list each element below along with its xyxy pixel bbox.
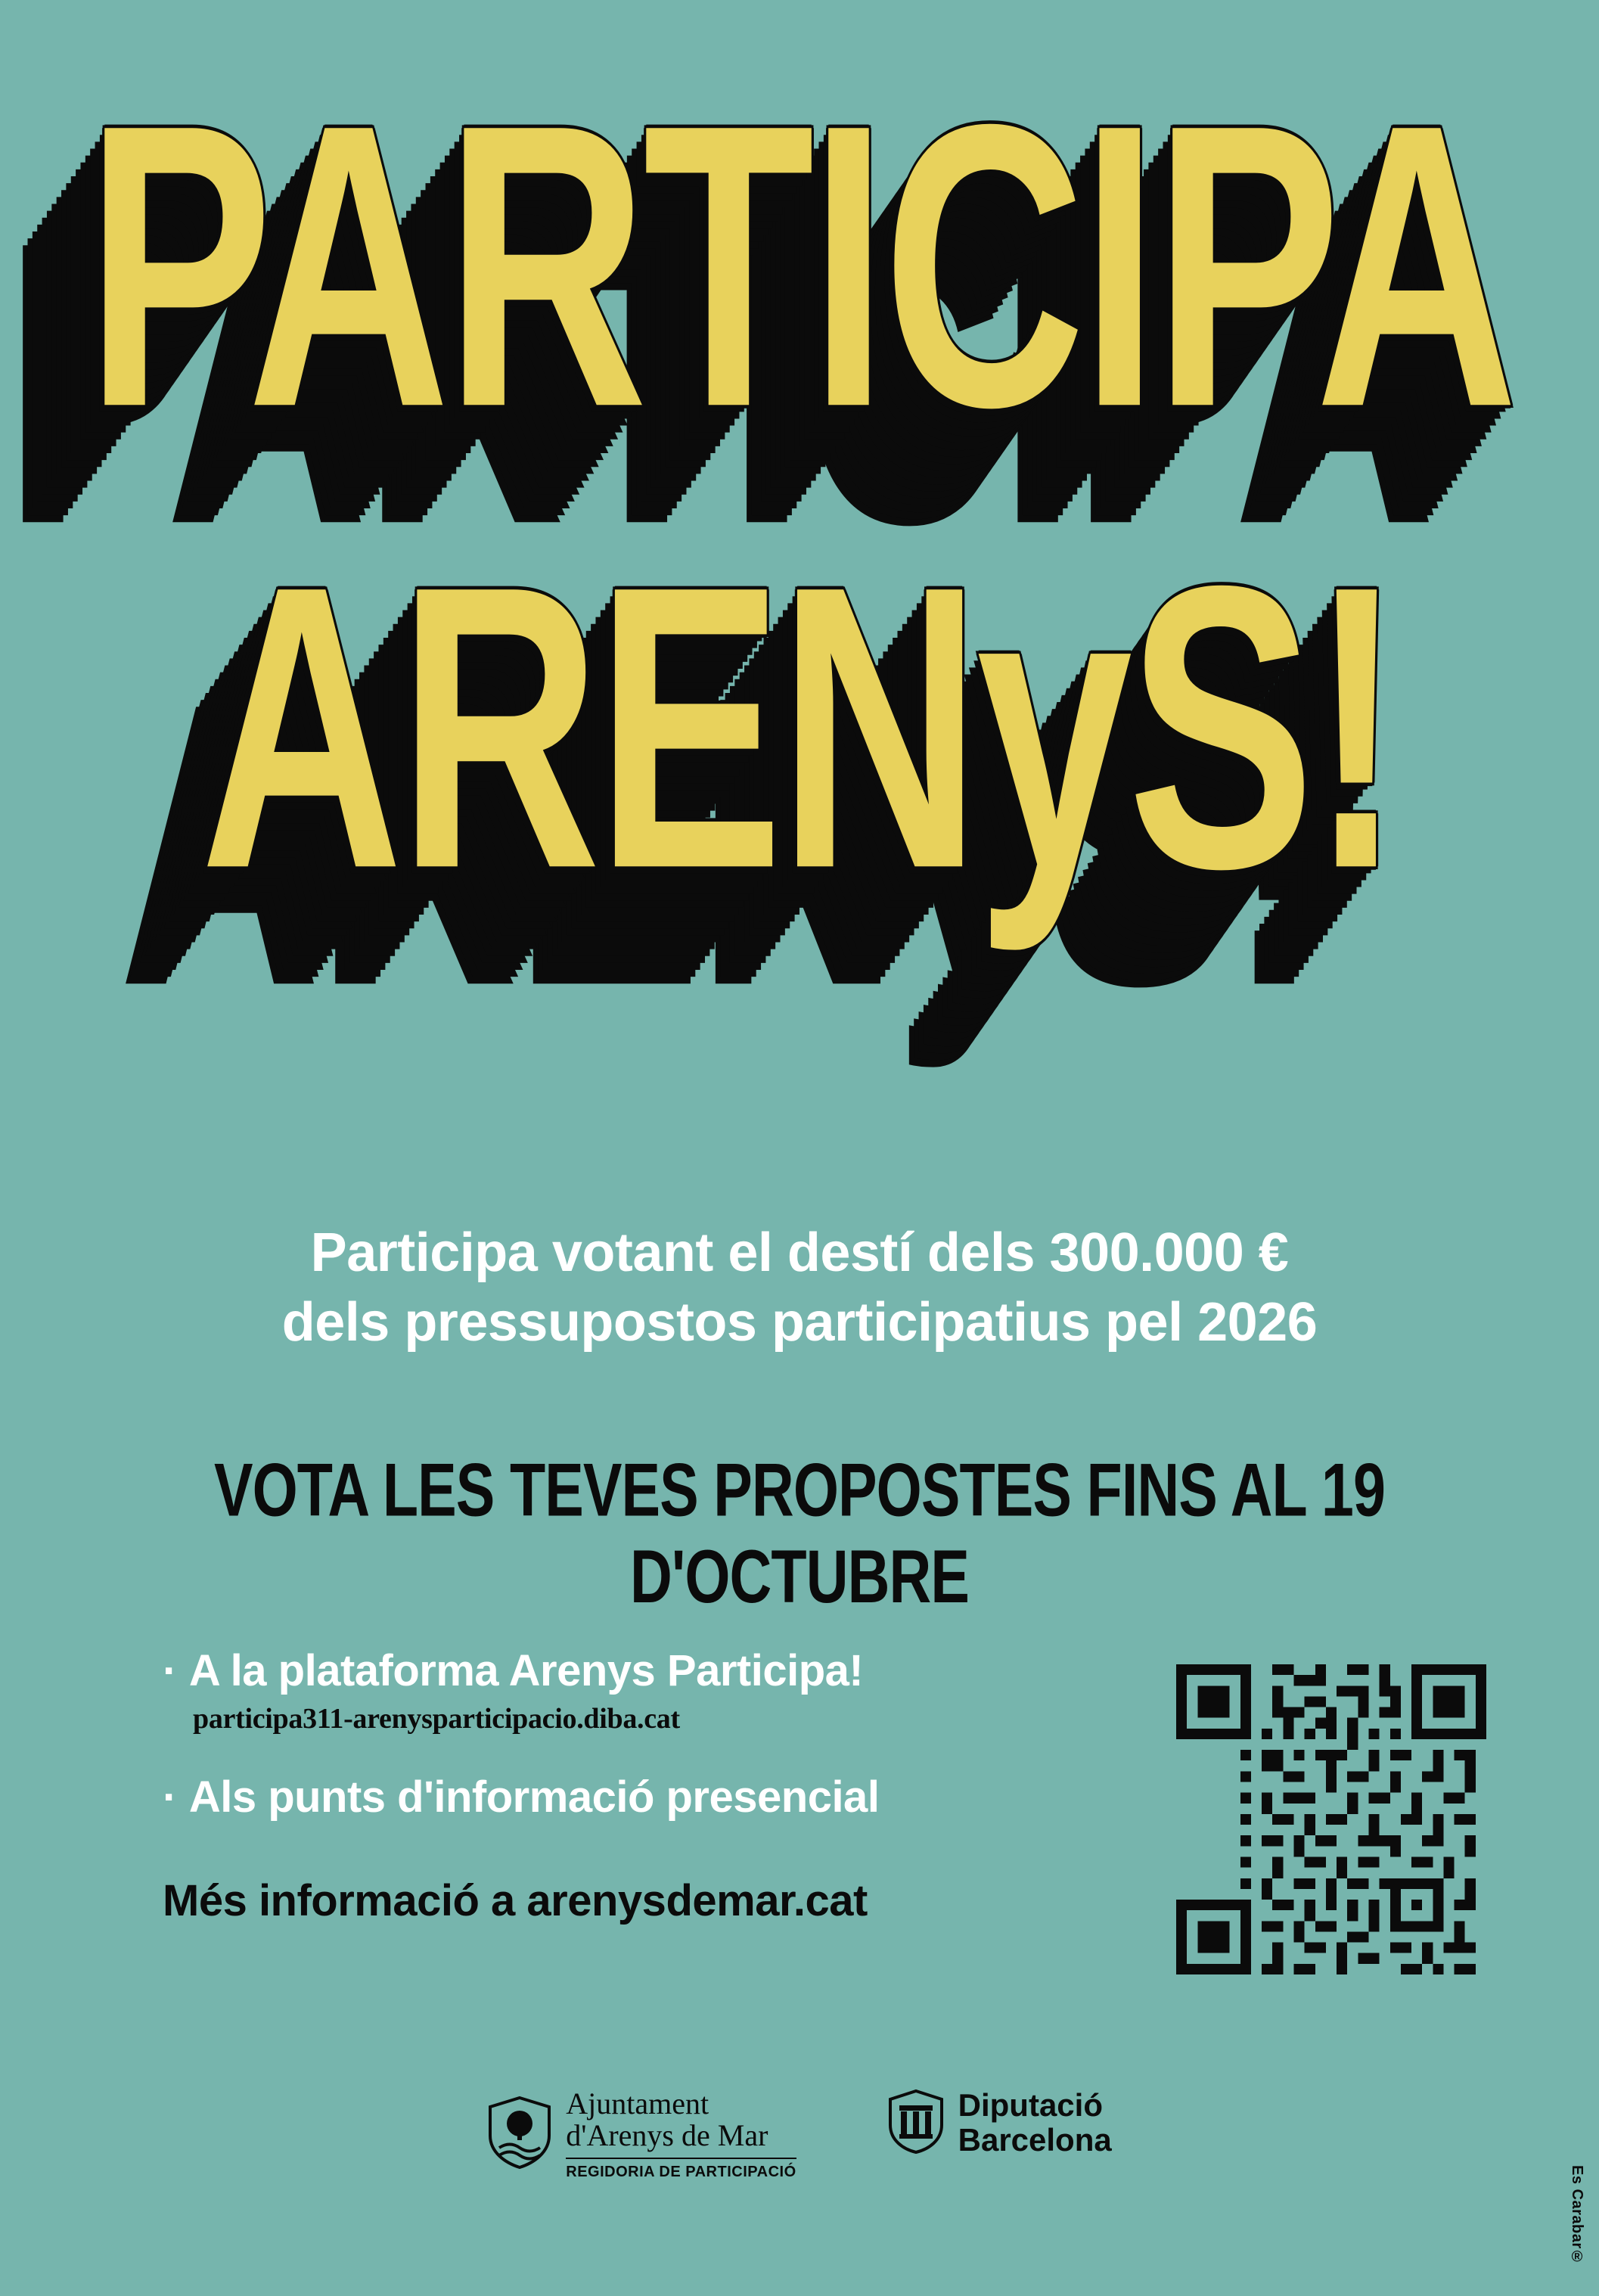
logo-diputacio-barcelona [887, 2088, 1112, 2158]
list-item [163, 1772, 1108, 1822]
logo-line-1: Ajuntament [566, 2086, 709, 2120]
bullet-dot-icon: · [163, 1646, 177, 1695]
tree-crest-icon [487, 2096, 552, 2173]
more-info-text: Més informació a arenysdemar.cat [163, 1876, 868, 1925]
subtitle-line-2: dels pressupostos participatius pel 2026 [281, 1292, 1318, 1353]
list-item-label: Als punts d'informació presencial [188, 1772, 880, 1822]
voting-deadline-text: VOTA LES TEVES PROPOSTES FINS AL 19 D'OCTUBRE [213, 1447, 1386, 1619]
diba-crest-icon [887, 2089, 945, 2158]
qr-code[interactable] [1176, 1664, 1486, 1974]
logo-line-3: REGIDORIA DE PARTICIPACIÓ [566, 2158, 796, 2181]
poster-headline [0, 41, 1599, 953]
footer-logos [0, 2088, 1599, 2181]
subtitle-line-1: Participa votant el destí dels 300.000 € [310, 1223, 1289, 1283]
designer-credit: Es Carabar® [1569, 2164, 1585, 2266]
logo-ajuntament-text [566, 2088, 796, 2181]
list-item [163, 1645, 1108, 1696]
poster-subtitle [0, 1218, 1599, 1357]
list-item-label: A la plataforma Arenys Participa! [188, 1646, 864, 1695]
logo-line-2: d'Arenys de Mar [566, 2118, 768, 2152]
bullet-dot-icon: · [163, 1772, 177, 1822]
platform-url[interactable]: participa311-arenysparticipacio.diba.cat [193, 1703, 680, 1735]
info-block [163, 1645, 1108, 1926]
headline-line-1: PARTICIPA [85, 41, 1514, 492]
logo-diputacio-text [958, 2088, 1112, 2158]
logo-ajuntament-arenys-de-mar [487, 2088, 796, 2181]
headline-line-2: ARENyS! [200, 502, 1399, 953]
diba-line-1: Diputació [958, 2087, 1103, 2123]
diba-line-2: Barcelona [958, 2122, 1112, 2158]
